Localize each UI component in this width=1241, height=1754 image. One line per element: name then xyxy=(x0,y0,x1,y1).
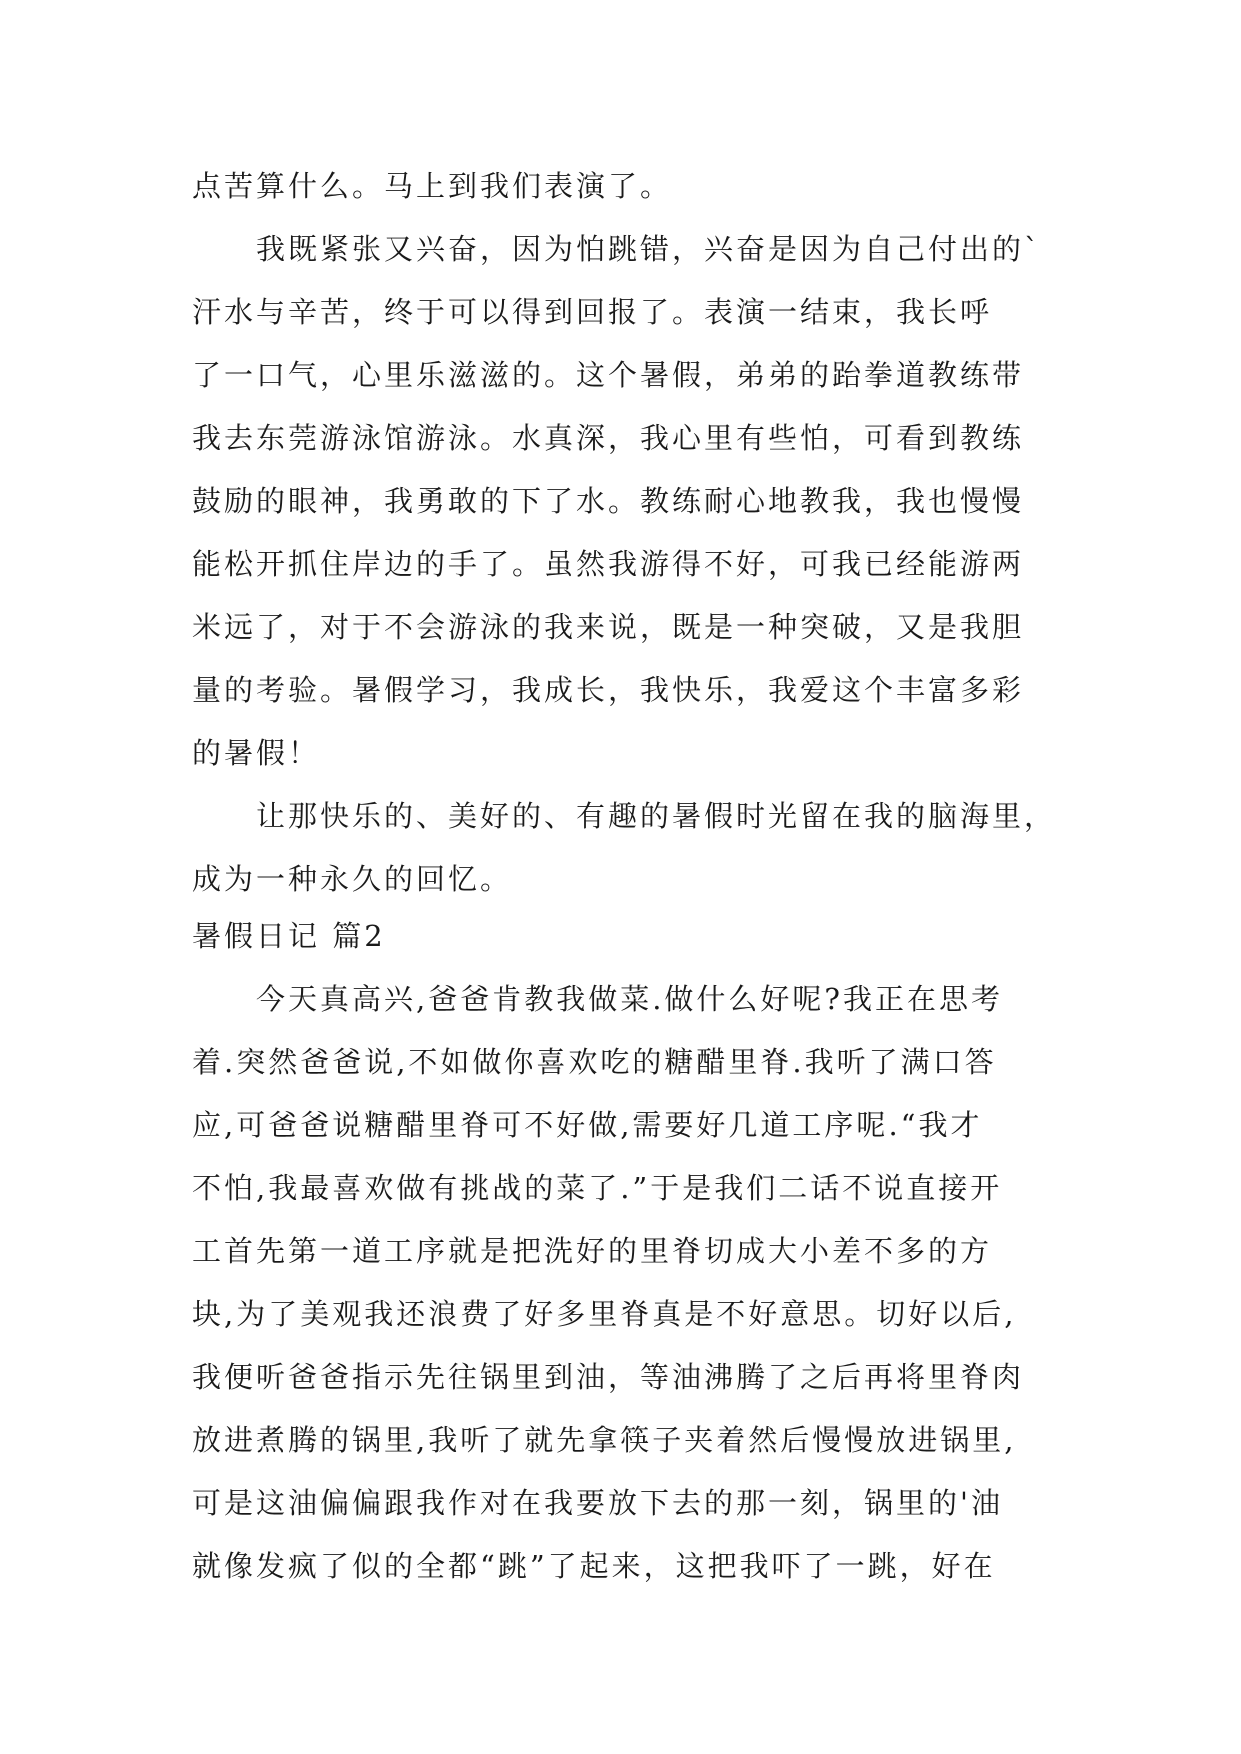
paragraph-line: 应,可爸爸说糖醋里脊可不好做,需要好几道工序呢.“我才 xyxy=(192,1108,983,1142)
paragraph-line: 汗水与辛苦，终于可以得到回报了。表演一结束，我长呼 xyxy=(192,295,993,329)
paragraph-line: 让那快乐的、美好的、有趣的暑假时光留在我的脑海里， xyxy=(256,799,1057,833)
paragraph-line: 点苦算什么。马上到我们表演了。 xyxy=(192,169,673,203)
paragraph-line: 不怕,我最喜欢做有挑战的菜了.”于是我们二话不说直接开 xyxy=(192,1171,1003,1205)
paragraph-line: 鼓励的眼神，我勇敢的下了水。教练耐心地教我，我也慢慢 xyxy=(192,484,1025,518)
paragraph-line: 我既紧张又兴奋，因为怕跳错，兴奋是因为自己付出的` xyxy=(256,232,1042,266)
paragraph-line: 块,为了美观我还浪费了好多里脊真是不好意思。切好以后, xyxy=(192,1297,1017,1331)
essay-body-part-1 xyxy=(192,155,1060,911)
section-heading: 暑假日记 篇2 xyxy=(192,919,386,953)
paragraph-line: 能松开抓住岸边的手了。虽然我游得不好，可我已经能游两 xyxy=(192,547,1025,581)
paragraph-line: 可是这油偏偏跟我作对在我要放下去的那一刻，锅里的'油 xyxy=(192,1486,1003,1520)
paragraph-line: 我去东莞游泳馆游泳。水真深，我心里有些怕，可看到教练 xyxy=(192,421,1025,455)
paragraph-line: 成为一种永久的回忆。 xyxy=(192,862,513,896)
paragraph-line: 量的考验。暑假学习，我成长，我快乐，我爱这个丰富多彩 xyxy=(192,673,1025,707)
paragraph-line: 了一口气，心里乐滋滋的。这个暑假，弟弟的跆拳道教练带 xyxy=(192,358,1025,392)
essay-body-part-2 xyxy=(192,968,1060,1598)
paragraph-line: 今天真高兴,爸爸肯教我做菜.做什么好呢?我正在思考 xyxy=(256,982,1003,1016)
paragraph-line: 就像发疯了似的全都“跳”了起来，这把我吓了一跳，好在 xyxy=(192,1549,996,1583)
paragraph-line: 放进煮腾的锅里,我听了就先拿筷子夹着然后慢慢放进锅里, xyxy=(192,1423,1017,1457)
paragraph-line: 我便听爸爸指示先往锅里到油，等油沸腾了之后再将里脊肉 xyxy=(192,1360,1025,1394)
paragraph-line: 米远了，对于不会游泳的我来说，既是一种突破，又是我胆 xyxy=(192,610,1025,644)
paragraph-line: 的暑假！ xyxy=(192,736,321,770)
paragraph-line: 工首先第一道工序就是把洗好的里脊切成大小差不多的方 xyxy=(192,1234,993,1268)
paragraph-line: 着.突然爸爸说,不如做你喜欢吃的糖醋里脊.我听了满口答 xyxy=(192,1045,997,1079)
